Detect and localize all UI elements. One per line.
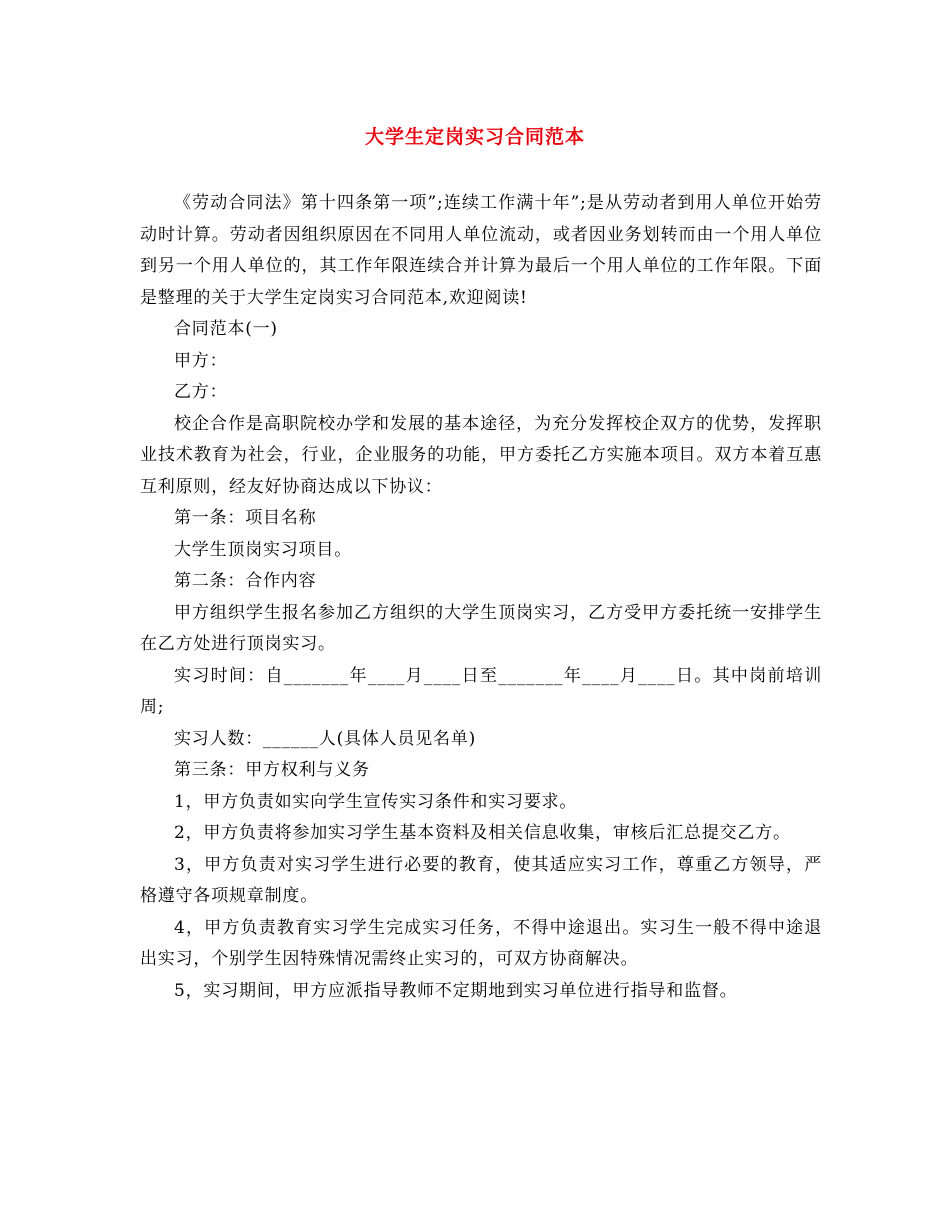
article-3-heading: 第三条：甲方权利与义务: [174, 760, 370, 780]
document-title: 大学生定岗实习合同范本: [364, 126, 585, 148]
section-heading-contract-template-1: 合同范本(一): [174, 319, 278, 339]
internship-headcount: 实习人数：______人(具体人员见名单): [174, 728, 477, 749]
intro-paragraph: 《劳动合同法》第十四条第一项”;连续工作满十年”;是从劳动者到用人单位开始劳动时计算。劳动者因组织原因在不同用人单位流动，或者因业务划转而由一个用人单位到另一个用人单位的，其工作年限连续合并计算为最后一个用人单位的工作年限。下面是整理的关于大学生定岗实习合同范本,欢迎阅读!: [140, 193, 822, 308]
article-3-item-2: 2，甲方负责将参加实习学生基本资料及相关信息收集，审核后汇总提交乙方。: [174, 823, 791, 843]
article-1-heading: 第一条：项目名称: [174, 508, 317, 528]
article-2-content: 甲方组织学生报名参加乙方组织的大学生顶岗实习，乙方受甲方委托统一安排学生在乙方处进行顶岗实习。: [140, 602, 822, 654]
article-1-content: 大学生顶岗实习项目。: [174, 539, 352, 560]
article-3-item-3: 3，甲方负责对实习学生进行必要的教育，使其适应实习工作，尊重乙方领导，严格遵守各项规章制度。: [140, 854, 822, 906]
article-3-item-5: 5，实习期间，甲方应派指导教师不定期地到实习单位进行指导和监督。: [174, 980, 738, 1001]
article-3-item-1: 1，甲方负责如实向学生宣传实习条件和实习要求。: [174, 791, 578, 812]
article-3-item-4: 4，甲方负责教育实习学生完成实习任务，不得中途退出。实习生一般不得中途退出实习，个别学生因特殊情况需终止实习的，可双方协商解决。: [140, 917, 822, 969]
internship-period: 实习时间：自_______年____月____日至_______年____月____日。其中岗前培训周;: [140, 665, 822, 717]
party-a-label: 甲方：: [174, 350, 228, 371]
document-body: [140, 188, 822, 1007]
article-2-heading: 第二条：合作内容: [174, 571, 317, 591]
party-b-label: 乙方：: [174, 382, 228, 402]
preamble-paragraph: 校企合作是高职院校办学和发展的基本途径，为充分发挥校企双方的优势，发挥职业技术教育为社会，行业，企业服务的功能，甲方委托乙方实施本项目。双方本着互惠互利原则，经友好协商达成以下协议：: [140, 413, 822, 497]
